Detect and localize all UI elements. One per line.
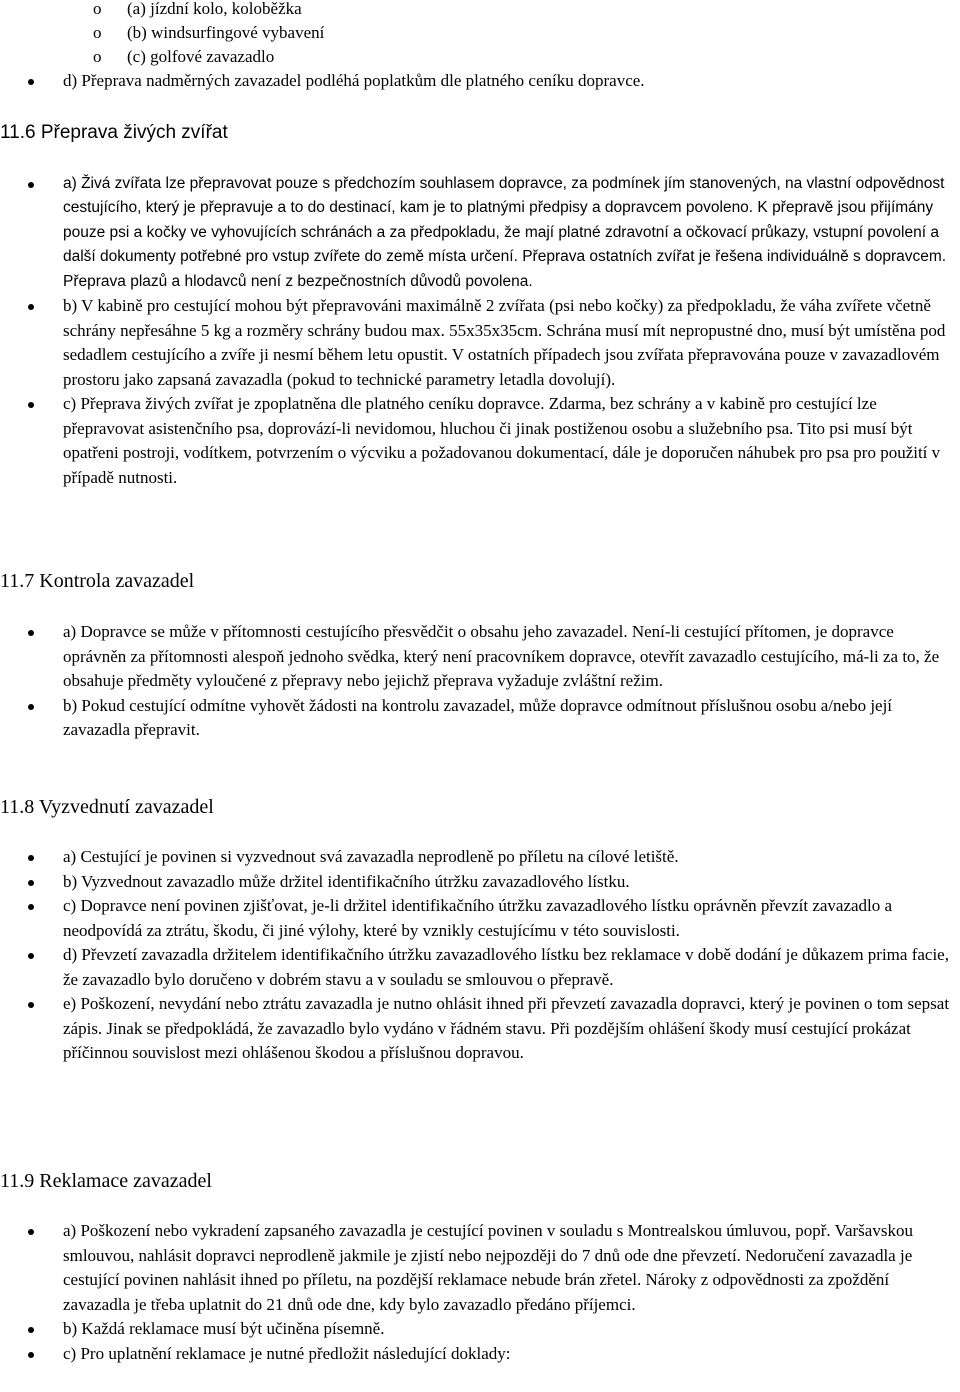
list-item-text: b) V kabině pro cestující mohou být přepravováni maximálně 2 zvířata (psi nebo kočky) za předpokladu, že váha zvířete včetně schrány nepřesáhne 5 kg a rozměry schrány budou max. 55x35x35cm. Schrána musí mít nepropustné dno, musí být umístěna pod sedadlem cestujícího a zvíře ji nesmí během letu opustit. V ostatních případech jsou zvířata přepravována pouze v zavazadlovém prostoru jako zapsaná zavazadla (pokud to technické parametry letadla dovolují).	[63, 296, 946, 389]
list-item-text: c) Dopravce není povinen zjišťovat, je-li držitel identifikačního útržku zavazadlového lístku oprávněn převzít zavazadlo a neodpovídá za ztrátu, škodu, či jiné výlohy, které by vznikly cestujícímu v této souvislosti.	[63, 896, 893, 940]
list-item-text: d) Převzetí zavazadla držitelem identifikačního útržku zavazadlového lístku bez reklamace v době dodání je důkazem prima facie, že zavazadlo bylo doručeno v dobrém stavu a v souladu se smlouvou o přepravě.	[63, 945, 949, 989]
top-bullet-list	[0, 69, 960, 94]
bullet-icon	[28, 880, 34, 886]
list-item	[0, 69, 960, 94]
section-11-7	[0, 569, 960, 743]
list-item	[0, 172, 960, 294]
list-item-text: a) Živá zvířata lze přepravovat pouze s předchozím souhlasem dopravce, za podmínek jím stanovených, na vlastní odpovědnost cestujícího, který je přepravuje a to do destinací, kam je to platnými předpisy a dopravcem povoleno. K přepravě jsou přijímány pouze psi a kočky ve vyhovujících schránách a za předpokladu, že mají platné zdravotní a očkovací průkazy, vstupní povolení a další dokumenty potřebné pro vstup zvířete do země místa určení. Přeprava ostatních zvířat je řešena individuálně s dopravcem. Přeprava plazů a hlodavců není z bezpečnostních důvodů povolena.	[63, 175, 947, 290]
list-item-text: b) Vyzvednout zavazadlo může držitel identifikačního útržku zavazadlového lístku.	[63, 871, 630, 891]
top-sublist	[0, 0, 960, 69]
bullet-icon	[28, 1352, 34, 1358]
bullet-icon	[28, 630, 34, 636]
list-item-text: c) Přeprava živých zvířat je zpoplatněna dle platného ceníku dopravce. Zdarma, bez schrány a v kabině pro cestující lze přepravovat asistenčního psa, doprovází-li nevidomou, hluchou či jinak postiženou osobu a služebního psa. Tito psi musí být opatřeni postroji, vodítkem, potvrzením o výcviku a požadovanou dokumentací, dále je doporučen náhubek pro psa pro použití v případě nutnosti.	[63, 394, 941, 487]
section-11-8	[0, 795, 960, 1066]
circle-bullet-icon: o	[93, 23, 102, 42]
circle-bullet-icon: o	[93, 47, 102, 66]
list-item	[0, 1342, 960, 1367]
section-11-6	[0, 121, 960, 490]
section-11-6-list	[0, 172, 960, 490]
section-11-9	[0, 1169, 960, 1366]
list-item-text: d) Přeprava nadměrných zavazadel podléhá poplatkům dle platného ceníku dopravce.	[63, 71, 645, 90]
list-item-text: a) Cestující je povinen si vyzvednout svá zavazadla neprodleně po příletu na cílové letiště.	[63, 847, 679, 866]
list-item	[0, 1219, 960, 1317]
list-item	[0, 870, 960, 895]
list-item-text: b) Pokud cestující odmítne vyhovět žádosti na kontrolu zavazadel, může dopravce odmítnout příslušnou osobu a/nebo její zavazadla přepravit.	[63, 695, 893, 739]
list-item-text: a) Dopravce se může v přítomnosti cestujícího přesvědčit o obsahu jeho zavazadel. Není-li cestující přítomen, je dopravce oprávněn za přítomnosti alespoň jednoho svědka, který není pracovníkem dopravce, otevřít zavazadlo cestujícího, má-li za to, že obsahuje předměty vyloučené z přepravy nebo jejichž přeprava vyžaduje zvláštní režim.	[63, 622, 940, 690]
section-heading: 11.9 Reklamace zavazadel	[0, 1170, 212, 1192]
bullet-icon	[28, 855, 34, 861]
sublist-item	[0, 21, 960, 45]
list-item	[0, 392, 960, 490]
sublist-item-text: (c) golfové zavazadlo	[127, 47, 275, 66]
top-sublist-section	[0, 0, 960, 94]
section-heading: 11.7 Kontrola zavazadel	[0, 570, 195, 592]
list-item-text: c) Pro uplatnění reklamace je nutné předložit následující doklady:	[63, 1343, 511, 1363]
bullet-icon	[28, 1002, 34, 1008]
bullet-icon	[28, 1327, 34, 1333]
list-item-text: e) Poškození, nevydání nebo ztrátu zavazadla je nutno ohlásit ihned při převzetí zavazadla dopravci, který je povinen o tom sepsat zápis. Jinak se předpokládá, že zavazadlo bylo vydáno v řádném stavu. Při pozdějším ohlášení škody musí cestující prokázat příčinnou souvislost mezi ohlášenou škodou a příslušnou dopravou.	[63, 994, 950, 1062]
bullet-icon	[28, 904, 34, 910]
section-11-9-list	[0, 1219, 960, 1366]
bullet-icon	[28, 79, 34, 85]
section-11-8-list	[0, 845, 960, 1066]
list-item	[0, 992, 960, 1066]
list-item-text: b) Každá reklamace musí být učiněna písemně.	[63, 1319, 385, 1338]
list-item-text: a) Poškození nebo vykradení zapsaného zavazadla je cestující povinen v souladu s Montrealskou úmluvou, popř. Varšavskou smlouvou, nahlásit dopravci neprodleně jakmile je zjistí nebo nejpozději do 7 dnů ode dne převzetí. Nedoručení zavazadla je cestující povinen nahlásit ihned po příletu, na pozdější reklamace nebude brán zřetel. Nároky z odpovědnosti za zpoždění zavazadla je třeba uplatnit do 21 dnů ode dne, kdy bylo zavazadlo předáno příjemci.	[63, 1221, 913, 1314]
section-heading: 11.8 Vyzvednutí zavazadel	[0, 796, 214, 818]
sublist-item	[0, 45, 960, 69]
section-heading: 11.6 Přeprava živých zvířat	[0, 122, 228, 143]
list-item	[0, 620, 960, 694]
list-item	[0, 894, 960, 943]
sublist-item-text: (b) windsurfingové vybavení	[127, 23, 325, 42]
bullet-icon	[28, 402, 34, 408]
list-item	[0, 943, 960, 992]
sublist-item-text: (a) jízdní kolo, koloběžka	[127, 0, 302, 18]
bullet-icon	[28, 953, 34, 959]
bullet-icon	[28, 182, 34, 188]
list-item	[0, 845, 960, 870]
bullet-icon	[28, 304, 34, 310]
section-11-7-list	[0, 620, 960, 743]
sublist-item	[0, 0, 960, 21]
circle-bullet-icon: o	[93, 0, 102, 18]
list-item	[0, 294, 960, 392]
list-item	[0, 1317, 960, 1342]
bullet-icon	[28, 704, 34, 710]
bullet-icon	[28, 1229, 34, 1235]
list-item	[0, 694, 960, 743]
